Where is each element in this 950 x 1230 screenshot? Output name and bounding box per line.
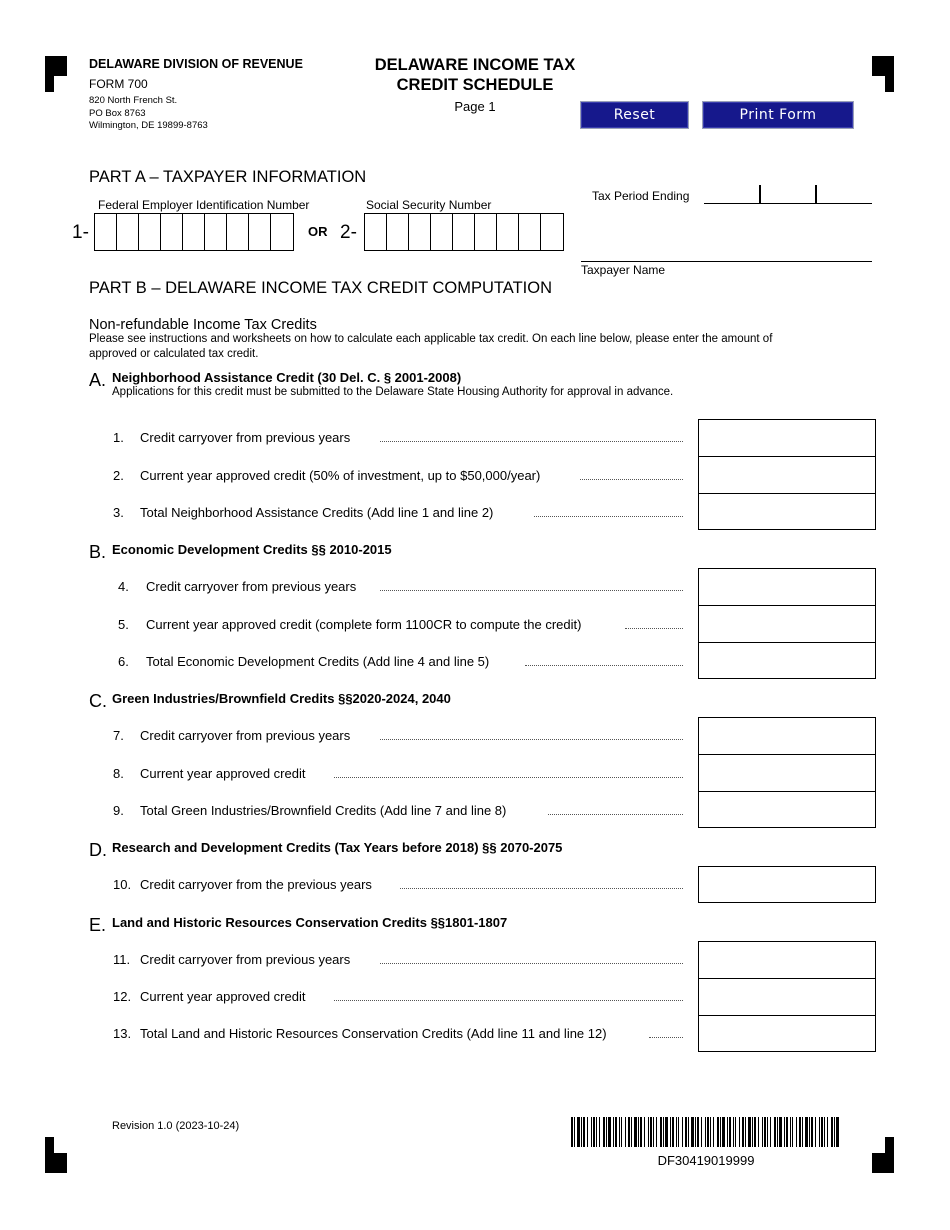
barcode-number: DF30419019999 [657,1153,755,1168]
leader-dots [548,814,683,815]
line-9-label: Total Green Industries/Brownfield Credits (Add line 7 and line 8) [140,803,507,818]
section-c-amount-boxes [698,717,876,828]
section-c-title: Green Industries/Brownfield Credits §§2020-2024, 2040 [112,691,451,706]
section-a-amount-boxes [698,419,876,530]
line-9-number: 9. [113,803,124,818]
line-12-label: Current year approved credit [140,989,306,1004]
line-10-amount-input[interactable] [698,866,876,903]
line-7-label: Credit carryover from previous years [140,728,351,743]
leader-dots [534,516,683,517]
address-line: PO Box 8763 [89,108,146,119]
part-a-heading: PART A – TAXPAYER INFORMATION [89,168,367,186]
fein-label: Federal Employer Identification Number [98,198,310,212]
instructions-text: approved or calculated tax credit. [89,348,259,360]
section-b-amount-boxes [698,568,876,679]
section-e-title: Land and Historic Resources Conservation Credits §§1801-1807 [112,915,508,930]
line-2-label: Current year approved credit (50% of investment, up to $50,000/year) [140,468,541,483]
line-12-amount-input[interactable] [699,979,875,1016]
tax-period-input[interactable] [704,185,872,204]
line-4-amount-input[interactable] [699,569,875,606]
section-b-title: Economic Development Credits §§ 2010-2015 [112,542,392,557]
section-a-letter: A. [89,370,107,390]
section-a-note: Applications for this credit must be submitted to the Delaware State Housing Authority for approval in advance. [112,386,674,398]
revision-text: Revision 1.0 (2023-10-24) [112,1120,240,1132]
line-10-label: Credit carryover from the previous years [140,877,372,892]
print-form-button[interactable]: Print Form [702,101,854,129]
line-5-label: Current year approved credit (complete form 1100CR to compute the credit) [146,617,582,632]
section-a-title: Neighborhood Assistance Credit (30 Del. C. § 2001-2008) [112,370,462,385]
leader-dots [334,1000,683,1001]
ssn-input[interactable] [364,213,564,251]
fein-input[interactable] [94,213,294,251]
fein-prefix: 1- [72,222,89,243]
part-b-heading: PART B – DELAWARE INCOME TAX CREDIT COMPUTATION [89,279,552,297]
line-13-number: 13. [113,1026,132,1041]
line-8-number: 8. [113,766,124,781]
section-b-letter: B. [89,542,107,562]
taxpayer-name-label: Taxpayer Name [581,263,666,277]
leader-dots [580,479,683,480]
barcode [571,1117,841,1147]
part-b-subheading: Non-refundable Income Tax Credits [89,317,317,333]
leader-dots [334,777,683,778]
or-label: OR [308,224,328,239]
tax-period-label: Tax Period Ending [592,189,690,203]
address-line: Wilmington, DE 19899-8763 [89,120,208,131]
leader-dots [400,888,683,889]
line-7-amount-input[interactable] [699,718,875,755]
line-11-amount-input[interactable] [699,942,875,979]
agency-name: DELAWARE DIVISION OF REVENUE [89,57,303,71]
line-11-number: 11. [113,952,131,967]
line-6-amount-input[interactable] [699,643,875,679]
line-13-amount-input[interactable] [699,1016,875,1052]
section-e-amount-boxes [698,941,876,1052]
form-subtitle: CREDIT SCHEDULE [396,76,554,94]
leader-dots [525,665,683,666]
line-2-amount-input[interactable] [699,457,875,494]
line-6-number: 6. [118,654,129,669]
line-12-number: 12. [113,989,132,1004]
ssn-prefix: 2- [340,222,357,243]
line-5-amount-input[interactable] [699,606,875,643]
form-number: FORM 700 [89,77,148,91]
section-e-letter: E. [89,915,107,935]
leader-dots [649,1037,683,1038]
line-7-number: 7. [113,728,124,743]
reset-button[interactable]: Reset [580,101,689,129]
line-8-label: Current year approved credit [140,766,306,781]
line-6-label: Total Economic Development Credits (Add line 4 and line 5) [146,654,490,669]
line-2-number: 2. [113,468,124,483]
page-number: Page 1 [454,99,496,114]
line-1-number: 1. [113,430,124,445]
line-13-label: Total Land and Historic Resources Conservation Credits (Add line 11 and line 12) [140,1026,607,1041]
form-title: DELAWARE INCOME TAX [374,56,576,74]
line-4-number: 4. [118,579,129,594]
line-3-amount-input[interactable] [699,494,875,530]
line-11-label: Credit carryover from previous years [140,952,351,967]
line-5-number: 5. [118,617,129,632]
leader-dots [380,590,683,591]
section-d-title: Research and Development Credits (Tax Years before 2018) §§ 2070-2075 [112,840,563,855]
section-c-letter: C. [89,691,107,711]
line-3-label: Total Neighborhood Assistance Credits (Add line 1 and line 2) [140,505,494,520]
registration-mark-top-left-tab [45,56,67,76]
line-10-number: 10. [113,877,132,892]
leader-dots [380,441,683,442]
registration-mark-bottom-left-tab [45,1153,67,1173]
section-d-letter: D. [89,840,107,860]
taxpayer-name-input[interactable] [581,244,872,262]
instructions-text: Please see instructions and worksheets on how to calculate each applicable tax credit. On each line below, please enter the amount of [89,333,773,345]
line-9-amount-input[interactable] [699,792,875,828]
line-1-amount-input[interactable] [699,420,875,457]
address-line: 820 North French St. [89,95,178,106]
leader-dots [380,739,683,740]
leader-dots [625,628,683,629]
line-1-label: Credit carryover from previous years [140,430,351,445]
line-8-amount-input[interactable] [699,755,875,792]
registration-mark-top-right-tab [872,56,894,76]
line-3-number: 3. [113,505,124,520]
ssn-label: Social Security Number [366,198,492,212]
line-4-label: Credit carryover from previous years [146,579,357,594]
leader-dots [380,963,683,964]
registration-mark-bottom-right-tab [872,1153,894,1173]
